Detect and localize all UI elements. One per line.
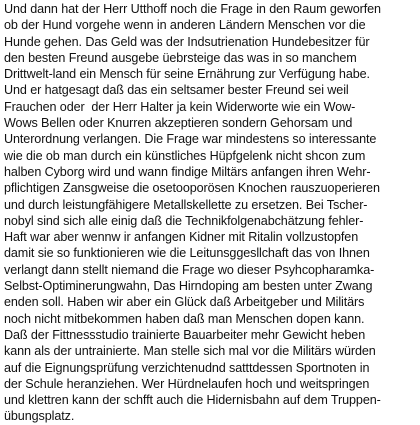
text-line: übungsplatz.: [4, 409, 75, 424]
text-line: ob der Hund vorgehe wenn in anderen Ländern Menschen vor die: [4, 18, 366, 33]
text-line: kann als der untrainierte. Man stelle sich mal vor die Militärs würden: [4, 344, 376, 359]
text-line: auf die Eignungsprüfung verzichtenudnd satttdessen Sportnoten in: [4, 360, 370, 375]
text-line: Haft war aber wennw ir anfangen Kidner mit Ritalin vollzustopfen: [4, 230, 359, 245]
text-line: den besten Freund ausgebe üebrsteige das was in so manchem: [4, 50, 357, 65]
text-line: Und er hatgesagt daß das ein seltsamer bester Freund sei weil: [4, 83, 349, 98]
text-line: Hunde gehen. Das Geld was der Indsutrienation Hundebesitzer für: [4, 34, 370, 49]
text-line: nobyl sind sich alle einig daß die Technikfolgenabchätzung fehler-: [4, 213, 364, 228]
text-line: und durch leistungfähigere Metallskellette zu ersetzen. Bei Tscher-: [4, 197, 368, 212]
text-line: Und dann hat der Herr Utthoff noch die Frage in den Raum geworfen: [4, 2, 381, 16]
text-line: der Schule heranziehen. Wer Hürdnelaufen hoch und weitspringen: [4, 376, 370, 391]
text-line: verlangt dann stellt niemand die Frage wo dieser Psyhcopharamka-: [4, 262, 375, 277]
text-line: pflichtigen Zansgweise die osetooporösen Knochen rauszuoperieren: [4, 181, 380, 196]
text-line: damit sie so funktionieren wie die Leitunsggesllchaft das von Ihnen: [4, 246, 370, 261]
text-line: Frauchen oder der Herr Halter ja kein Widerworte wie ein Wow-: [4, 99, 356, 114]
text-line: Daß der Fittnessstudio trainierte Bauarbeiter mehr Gewicht heben: [4, 327, 366, 342]
text-line: Drittwelt-land ein Mensch für seine Ernährung zur Verfügung habe.: [4, 67, 370, 82]
text-line: halben Cyborg wird und wann findige Miltärs anfangen ihren Wehr-: [4, 164, 371, 179]
text-line: Wows Bellen oder Knurren akzeptieren sondern Gehorsam und: [4, 116, 353, 131]
text-line: und klettren kann der schfft auch die Hidernisbahn auf dem Truppen-: [4, 393, 381, 408]
text-line: enden soll. Haben wir aber ein Glück daß Arbeitgeber und Militärs: [4, 295, 365, 310]
text-line: Selbst-Optiminerungwahn, Das Hirndoping am besten unter Zwang: [4, 279, 373, 294]
document-text: [4, 1, 381, 425]
text-line: wie die ob man durch ein künstliches Hüpfgelenk nicht shcon zum: [4, 148, 366, 163]
text-line: noch nicht mitbekommen haben daß man Menschen dopen kann.: [4, 311, 365, 326]
text-line: Unterordnung verlangen. Die Frage war mindestens so interessante: [4, 132, 377, 147]
